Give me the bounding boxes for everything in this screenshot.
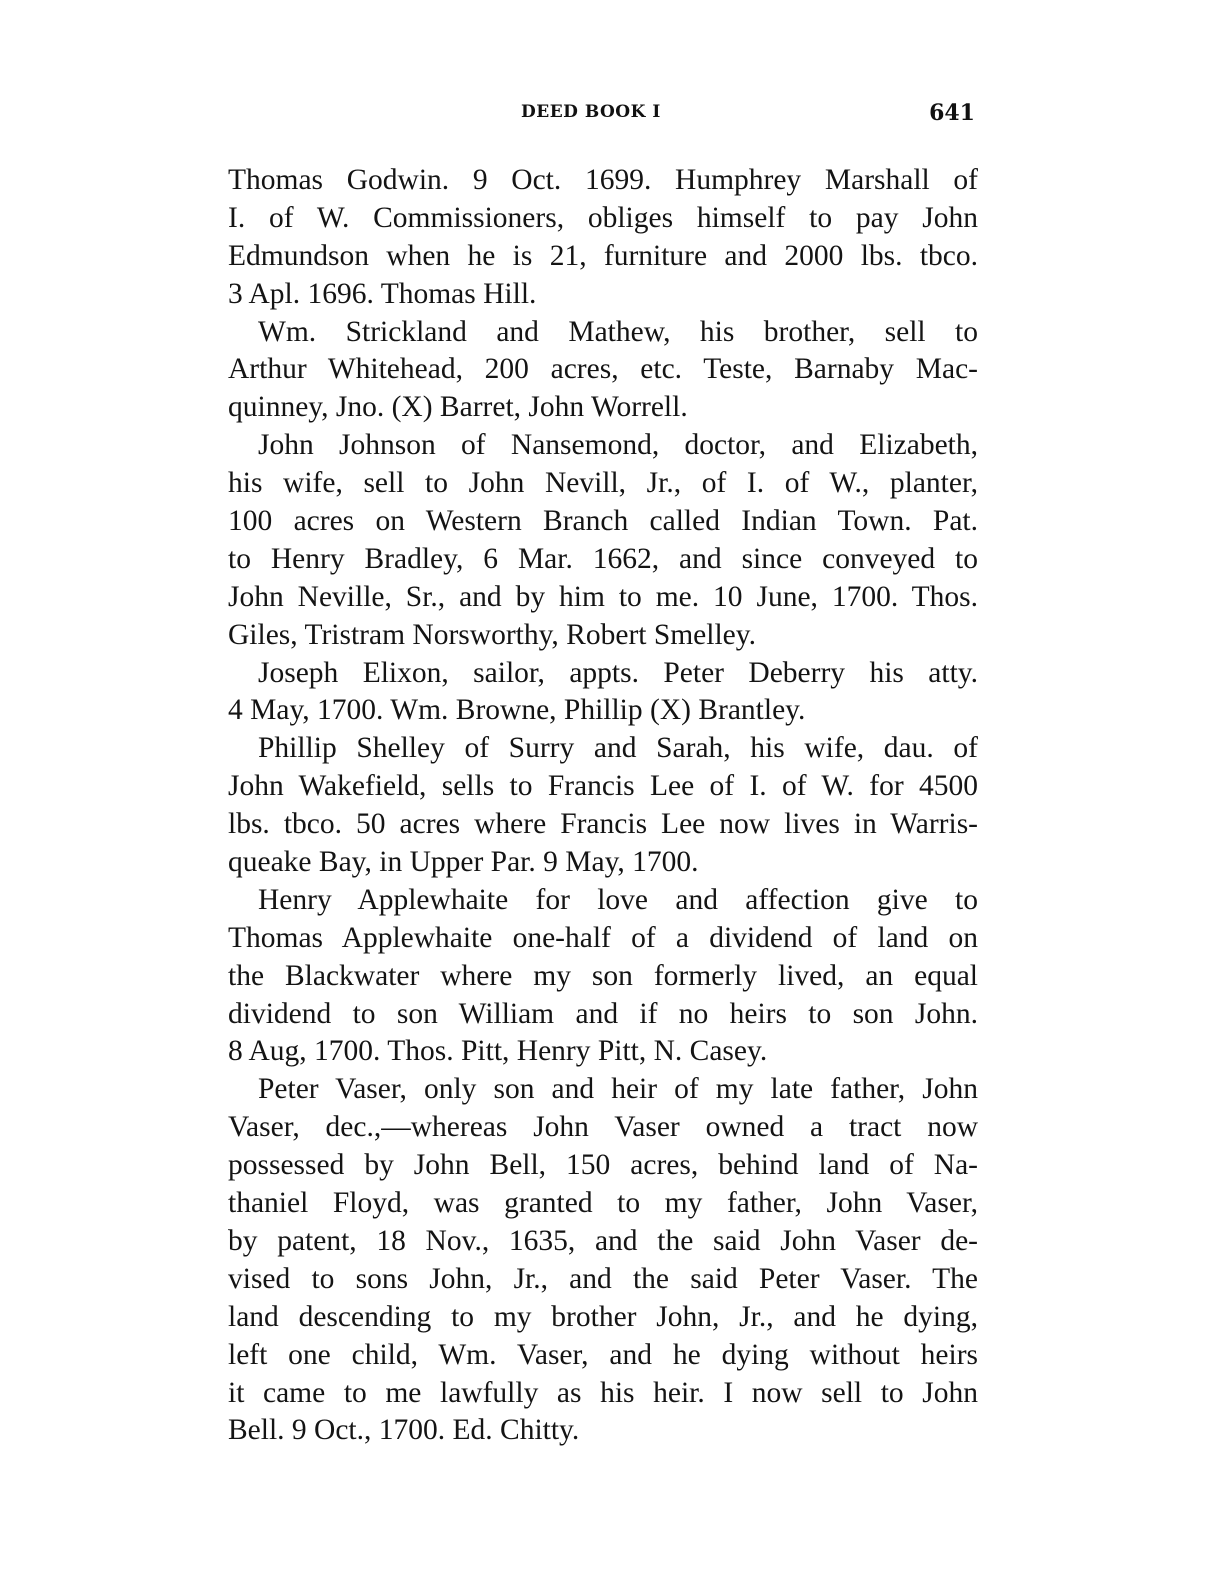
- text-line: Bell. 9 Oct., 1700. Ed. Chitty.: [228, 1414, 580, 1447]
- deed-entry: [228, 1071, 978, 1450]
- deed-entry: [228, 162, 978, 314]
- text-line: the Blackwater where my son formerly lived, an equal: [228, 959, 978, 992]
- text-line: 4 May, 1700. Wm. Browne, Phillip (X) Brantley.: [228, 694, 806, 727]
- text-line: John Johnson of Nansemond, doctor, and Elizabeth,: [258, 429, 978, 462]
- page-number: 641: [929, 100, 975, 126]
- text-line: 3 Apl. 1696. Thomas Hill.: [228, 277, 537, 310]
- text-line: I. of W. Commissioners, obliges himself to pay John: [228, 201, 978, 234]
- text-line: his wife, sell to John Nevill, Jr., of I. of W., planter,: [228, 467, 978, 500]
- running-head: DEED BOOK I: [521, 102, 661, 122]
- text-line: Wm. Strickland and Mathew, his brother, sell to: [258, 315, 978, 348]
- text-line: thaniel Floyd, was granted to my father, John Vaser,: [228, 1187, 978, 1220]
- text-line: land descending to my brother John, Jr., and he dying,: [228, 1300, 978, 1333]
- text-line: to Henry Bradley, 6 Mar. 1662, and since conveyed to: [228, 542, 978, 575]
- text-line: possessed by John Bell, 150 acres, behind land of Na-: [228, 1149, 978, 1182]
- text-line: queake Bay, in Upper Par. 9 May, 1700.: [228, 846, 699, 879]
- text-line: by patent, 18 Nov., 1635, and the said John Vaser de-: [228, 1224, 978, 1257]
- text-line: Thomas Applewhaite one-half of a dividend of land on: [228, 921, 978, 954]
- text-line: John Neville, Sr., and by him to me. 10 June, 1700. Thos.: [228, 580, 978, 613]
- text-line: Phillip Shelley of Surry and Sarah, his wife, dau. of: [258, 732, 978, 765]
- text-line: John Wakefield, sells to Francis Lee of I. of W. for 4500: [228, 770, 978, 803]
- deed-entry: [228, 655, 978, 731]
- page-header: [228, 100, 975, 134]
- text-line: Peter Vaser, only son and heir of my late father, John: [258, 1073, 978, 1106]
- deed-entry: [228, 730, 978, 882]
- deed-entry: [228, 314, 978, 428]
- text-line: Henry Applewhaite for love and affection give to: [258, 883, 978, 916]
- text-line: left one child, Wm. Vaser, and he dying without heirs: [228, 1338, 978, 1371]
- text-line: lbs. tbco. 50 acres where Francis Lee now lives in Warris-: [228, 808, 978, 841]
- text-line: Giles, Tristram Norsworthy, Robert Smelley.: [228, 618, 756, 651]
- deed-entry: [228, 882, 978, 1071]
- text-line: Edmundson when he is 21, furniture and 2000 lbs. tbco.: [228, 239, 978, 272]
- text-line: Thomas Godwin. 9 Oct. 1699. Humphrey Marshall of: [228, 164, 978, 196]
- text-line: it came to me lawfully as his heir. I now sell to John: [228, 1376, 978, 1409]
- deed-entries: [228, 162, 978, 1450]
- text-line: Vaser, dec.,—whereas John Vaser owned a tract now: [228, 1111, 978, 1144]
- text-line: Joseph Elixon, sailor, appts. Peter Deberry his atty.: [258, 656, 978, 689]
- text-line: Arthur Whitehead, 200 acres, etc. Teste, Barnaby Mac-: [228, 353, 978, 386]
- text-line: quinney, Jno. (X) Barret, John Worrell.: [228, 391, 688, 424]
- deed-entry: [228, 427, 978, 654]
- text-line: 8 Aug, 1700. Thos. Pitt, Henry Pitt, N. Casey.: [228, 1035, 768, 1068]
- text-line: 100 acres on Western Branch called Indian Town. Pat.: [228, 505, 978, 538]
- text-line: vised to sons John, Jr., and the said Peter Vaser. The: [228, 1262, 978, 1295]
- text-line: dividend to son William and if no heirs to son John.: [228, 997, 978, 1030]
